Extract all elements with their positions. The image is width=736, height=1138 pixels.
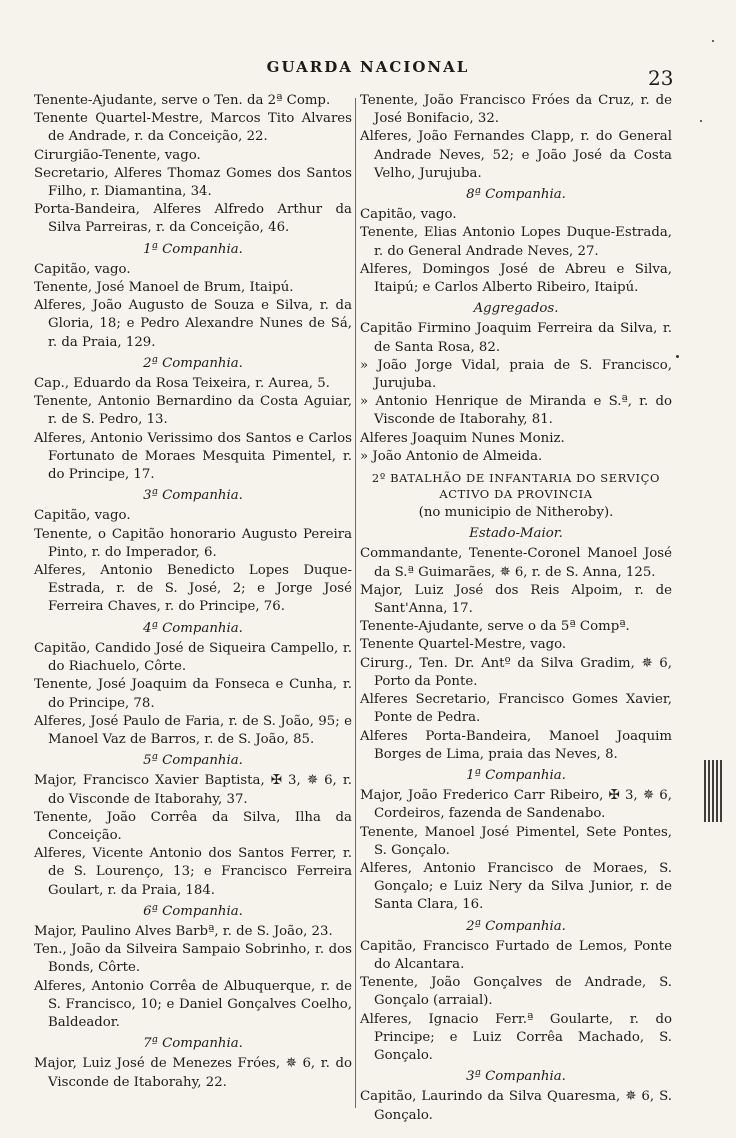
running-title: GUARDA NACIONAL bbox=[266, 58, 470, 76]
roster-entry: Major, Luiz José dos Reis Alpoim, r. de Sant'Anna, 17. bbox=[360, 582, 672, 617]
roster-entry: Alferes, Antonio Benedicto Lopes Duque-Estrada, r. de S. José, 2; e Jorge José Ferreira Chaves, r. do Principe, 76. bbox=[34, 563, 352, 615]
company-heading: 1ª Companhia. bbox=[143, 241, 243, 257]
roster-entry: Alferes, José Paulo de Faria, r. de S. João, 95; e Manoel Vaz de Barros, r. de S. João, 85. bbox=[34, 713, 352, 747]
company-heading: 2ª Companhia. bbox=[466, 918, 566, 934]
company-heading: 1ª Companhia. bbox=[466, 767, 566, 783]
roster-entry: Cap., Eduardo da Rosa Teixeira, r. Aurea, 5. bbox=[34, 376, 330, 392]
company-heading: 6ª Companhia. bbox=[143, 903, 243, 919]
roster-entry: Alferes, Domingos José de Abreu e Silva, Itaipú; e Carlos Alberto Ribeiro, Itaipú. bbox=[360, 261, 672, 296]
roster-entry: Major, Francisco Xavier Baptista, ✠ 3, ✵ 6, r. do Visconde de Itaborahy, 37. bbox=[34, 773, 352, 807]
company-heading: Estado-Maior. bbox=[469, 526, 563, 542]
roster-entry: Alferes Secretario, Francisco Gomes Xavier, Ponte de Pedra. bbox=[360, 692, 672, 726]
roster-entry: Alferes, Antonio Corrêa de Albuquerque, r. de S. Francisco, 10; e Daniel Gonçalves Coelho, Baldeador. bbox=[34, 978, 352, 1030]
company-heading: 3ª Companhia. bbox=[466, 1069, 566, 1085]
roster-entry: Alferes Porta-Bandeira, Manoel Joaquim Borges de Lima, praia das Neves, 8. bbox=[360, 728, 672, 762]
roster-entry: Cirurgião-Tenente, vago. bbox=[34, 147, 201, 163]
roster-entry: Alferes, João Augusto de Souza e Silva, r. da Gloria, 18; e Pedro Alexandre Nunes de Sá, r. da Praia, 129. bbox=[34, 298, 352, 350]
roster-entry: Major, Luiz José de Menezes Fróes, ✵ 6, r. do Visconde de Itaborahy, 22. bbox=[34, 1056, 352, 1090]
roster-entry: Capitão, Francisco Furtado de Lemos, Ponte do Alcantara. bbox=[360, 938, 672, 972]
battalion-title: 2º BATALHÃO DE INFANTARIA DO SERVIÇO ACTIVO DA PROVINCIA bbox=[371, 471, 661, 502]
roster-entry: Alferes, Vicente Antonio dos Santos Ferrer, r. de S. Lourenço, 13; e Francisco Ferreira Goulart, r. da Praia, 184. bbox=[34, 846, 352, 898]
roster-entry: Capitão, vago. bbox=[34, 508, 131, 524]
roster-entry: Capitão Firmino Joaquim Ferreira da Silva, r. de Santa Rosa, 82. bbox=[360, 321, 672, 355]
roster-entry: Porta-Bandeira, Alferes Alfredo Arthur da Silva Parreiras, r. da Conceição, 46. bbox=[34, 202, 352, 236]
roster-entry: Tenente Quartel-Mestre, Marcos Tito Alvares de Andrade, r. da Conceição, 22. bbox=[34, 111, 352, 145]
roster-entry: Tenente, João Gonçalves de Andrade, S. Gonçalo (arraial). bbox=[360, 975, 672, 1009]
right-column bbox=[360, 92, 672, 1125]
roster-entry: Tenente-Ajudante, serve o Ten. da 2ª Comp. bbox=[34, 93, 331, 108]
roster-entry: Capitão, Laurindo da Silva Quaresma, ✵ 6, S. Gonçalo. bbox=[360, 1089, 672, 1123]
roster-entry: Tenente, João Corrêa da Silva, Ilha da Conceição. bbox=[34, 809, 352, 843]
roster-entry: Ten., João da Silveira Sampaio Sobrinho, r. dos Bonds, Côrte. bbox=[34, 942, 352, 976]
column-divider bbox=[355, 98, 356, 1108]
company-heading: 2ª Companhia. bbox=[143, 355, 243, 371]
roster-entry: Tenente-Ajudante, serve o da 5ª Compª. bbox=[360, 619, 630, 635]
roster-entry: Alferes, Antonio Verissimo dos Santos e Carlos Fortunato de Moraes Mesquita Pimentel, r. do Principe, 17. bbox=[34, 430, 352, 483]
left-column bbox=[34, 92, 352, 1092]
company-heading: 7ª Companhia. bbox=[143, 1036, 243, 1052]
roster-entry: » Antonio Henrique de Miranda e S.ª, r. do Visconde de Itaborahy, 81. bbox=[360, 394, 672, 428]
roster-entry: Tenente, Elias Antonio Lopes Duque-Estrada, r. do General Andrade Neves, 27. bbox=[360, 225, 672, 259]
roster-entry: Major, João Frederico Carr Ribeiro, ✠ 3, ✵ 6, Cordeiros, fazenda de Sandenabo. bbox=[360, 788, 672, 822]
roster-entry: Alferes, Antonio Francisco de Moraes, S. Gonçalo; e Luiz Nery da Silva Junior, r. de Santa Clara, 16. bbox=[360, 860, 672, 913]
roster-entry: Tenente, Antonio Bernardino da Costa Aguiar, r. de S. Pedro, 13. bbox=[34, 394, 352, 428]
roster-entry: Tenente, José Joaquim da Fonseca e Cunha, r. do Principe, 78. bbox=[34, 677, 352, 711]
roster-entry: Cirurg., Ten. Dr. Antº da Silva Gradim, ✵ 6, Porto da Ponte. bbox=[360, 655, 672, 689]
roster-entry: Alferes Joaquim Nunes Moniz. bbox=[360, 430, 565, 446]
roster-entry: Tenente Quartel-Mestre, vago. bbox=[360, 637, 567, 653]
roster-entry: » João Antonio de Almeida. bbox=[360, 448, 543, 464]
roster-entry: » João Jorge Vidal, praia de S. Francisco, Jurujuba. bbox=[360, 357, 672, 392]
company-heading: 4ª Companhia. bbox=[143, 620, 243, 636]
roster-entry: Capitão, Candido José de Siqueira Campello, r. do Riachuelo, Côrte. bbox=[34, 640, 352, 675]
roster-entry: Major, Paulino Alves Barbª, r. de S. João, 23. bbox=[34, 923, 333, 939]
roster-entry: Capitão, vago. bbox=[360, 207, 457, 223]
roster-entry: Secretario, Alferes Thomaz Gomes dos Santos Filho, r. Diamantina, 34. bbox=[34, 165, 352, 200]
company-heading: 5ª Companhia. bbox=[143, 753, 243, 769]
company-heading: Aggregados. bbox=[473, 301, 559, 317]
roster-entry: Capitão, vago. bbox=[34, 261, 131, 277]
roster-entry: Alferes, João Fernandes Clapp, r. do General Andrade Neves, 52; e João José da Costa Velho, Jurujuba. bbox=[360, 129, 672, 181]
roster-entry: Tenente, o Capitão honorario Augusto Pereira Pinto, r. do Imperador, 6. bbox=[34, 526, 352, 560]
roster-entry: Tenente, José Manoel de Brum, Itaipú. bbox=[34, 280, 294, 296]
company-heading: 8ª Companhia. bbox=[466, 187, 566, 203]
battalion-subtitle: (no municipio de Nitheroby). bbox=[418, 505, 614, 521]
company-heading: 3ª Companhia. bbox=[143, 488, 243, 504]
roster-entry: Commandante, Tenente-Coronel Manoel José da S.ª Guimarães, ✵ 6, r. de S. Anna, 125. bbox=[360, 546, 672, 580]
roster-entry: Alferes, Ignacio Ferr.ª Goularte, r. do Principe; e Luiz Corrêa Machado, S. Gonçalo. bbox=[360, 1011, 672, 1063]
page-edge-mark bbox=[704, 760, 724, 822]
roster-entry: Tenente, João Francisco Fróes da Cruz, r. de José Bonifacio, 32. bbox=[360, 93, 672, 127]
roster-entry: Tenente, Manoel José Pimentel, Sete Pontes, S. Gonçalo. bbox=[360, 824, 672, 858]
page-number: 23 bbox=[648, 66, 674, 90]
